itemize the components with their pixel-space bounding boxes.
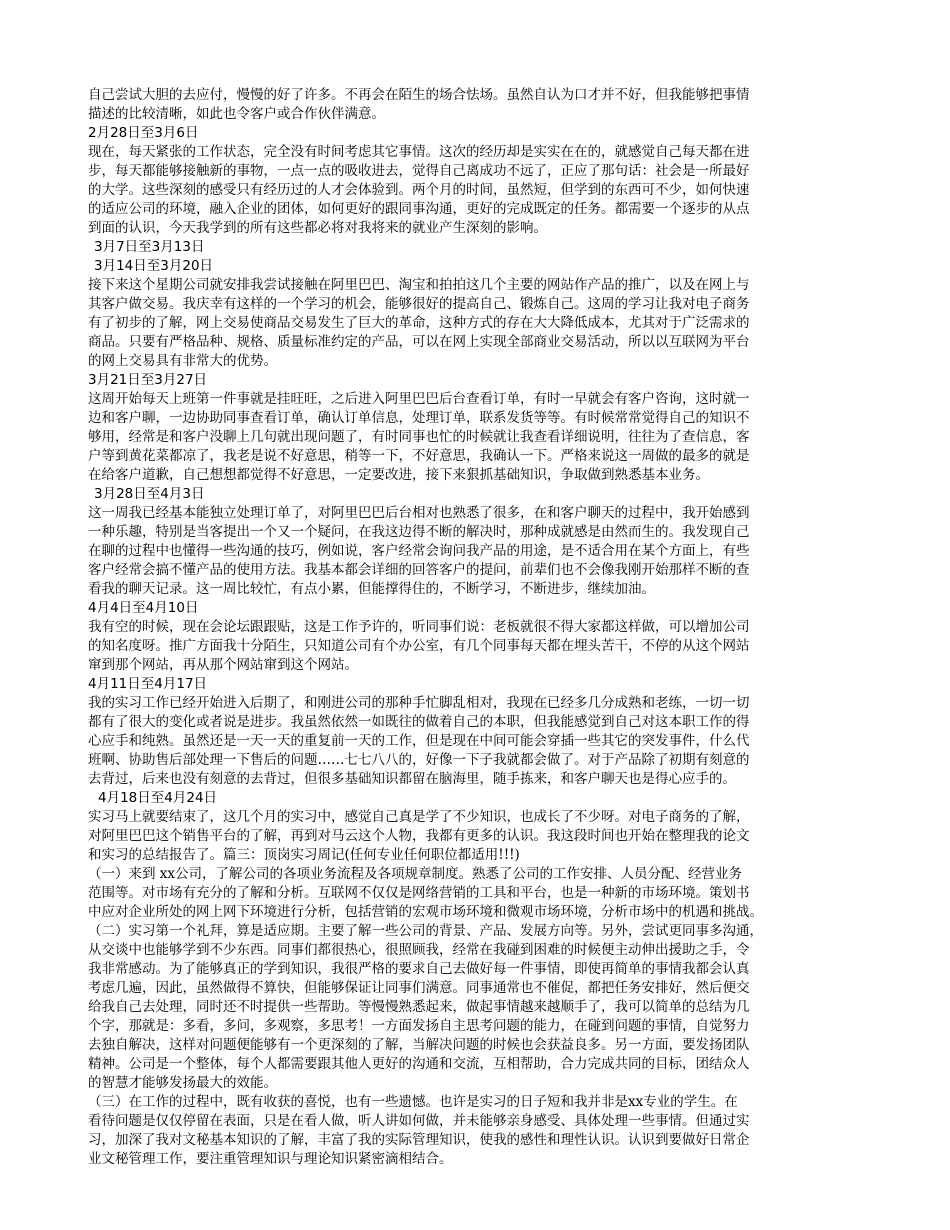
text-line: 步，每天都能够接触新的事物，一点一点的吸收进去，觉得自己离成功不远了，正应了那句话：社会是一所最好 [88, 163, 750, 179]
text-line: 这周开始每天上班第一件事就是挂旺旺，之后进入阿里巴巴后台查看订单，有时一早就会有客户咨询，这时就一 [88, 391, 750, 407]
date-heading: 3月21日至3月27日 [88, 372, 208, 388]
text-line: 精神。公司是一个整体，每个人都需要跟其他人更好的沟通和交流，互相帮助，合力完成共同的目标，团结众人 [88, 1056, 750, 1072]
date-heading: 3月7日至3月13日 [94, 239, 205, 255]
date-heading: 4月11日至4月17日 [88, 676, 208, 692]
text-line: 和实习的总结报告了。篇三：顶岗实习周记(任何专业任何职位都适用!!!) [88, 847, 520, 863]
date-heading: 4月18日至4月24日 [98, 790, 218, 806]
text-line: 户等到黄花菜都凉了，我老是说不好意思，稍等一下，不好意思，我确认一下。严格来说这一周做的最多的就是 [88, 448, 750, 464]
text-line: 给我自己去处理，同时还不时提供一些帮助。等慢慢熟悉起来，做起事情越来越顺手了，我可以简单的总结为几 [88, 999, 750, 1015]
date-heading: 3月28日至4月3日 [94, 486, 205, 502]
text-line: （一）来到 xx公司，了解公司的各项业务流程及各项规章制度。熟悉了公司的工作安排、人员分配、经营业务 [88, 866, 743, 882]
text-line: 边和客户聊，一边协助同事查看订单，确认订单信息，处理订单，联系发货等等。有时候常常觉得自己的知识不 [88, 410, 750, 426]
text-line: 看待问题是仅仅停留在表面，只是在看人做，听人讲如何做，并未能够亲身感受、具体处理一些事情。但通过实 [88, 1113, 750, 1129]
document-body [88, 86, 862, 1169]
text-line: 我有空的时候，现在会论坛跟跟贴，这是工作予许的，听同事们说：老板就很不得大家都这样做，可以增加公司 [88, 619, 750, 635]
text-line: 的知名度呀。推广方面我十分陌生，只知道公司有个办公室，有几个同事每天都在埋头苦干，不停的从这个网站 [88, 638, 750, 654]
text-line: 客户经常会搞不懂产品的使用方法。我基本都会详细的回答客户的提问，前辈们也不会像我刚开始那样不断的查 [88, 562, 750, 578]
text-line: 接下来这个星期公司就安排我尝试接触在阿里巴巴、淘宝和拍拍这几个主要的网站作产品的推广，以及在网上与 [88, 277, 750, 293]
text-line: （三）在工作的过程中，既有收获的喜悦，也有一些遗憾。也许是实习的日子短和我并非是xx专业的学生。在 [88, 1094, 738, 1110]
text-line: 一种乐趣，特别是当客提出一个又一个疑问，在我这边得不断的解决时，那种成就感是由然而生的。我发现自己 [88, 524, 750, 540]
text-line: 的智慧才能够发扬最大的效能。 [88, 1075, 277, 1091]
text-line: 都有了很大的变化或者说是进步。我虽然依然一如既往的做着自己的本职，但我能感觉到自己对这本职工作的得 [88, 714, 750, 730]
text-line: 的网上交易具有非常大的优势。 [88, 353, 277, 369]
text-line: 我非常感动。为了能够真正的学到知识，我很严格的要求自己去做好每一件事情，即使再简单的事情我都会认真 [88, 961, 750, 977]
text-line: 商品。只要有严格品种、规格、质量标准约定的产品，可以在网上实现全部商业交易活动，所以以互联网为平台 [88, 334, 750, 350]
text-line: 中应对企业所处的网上网下环境进行分析，包括营销的宏观市场环境和微观市场环境，分析市场中的机遇和挑战。 [88, 904, 763, 920]
text-line: （二）实习第一个礼拜，算是适应期。主要了解一些公司的背景、产品、发展方向等。另外，尝试更同事多沟通， [88, 923, 763, 939]
text-line: 个字，那就是：多看，多问，多观察，多思考！一方面发扬自主思考问题的能力，在碰到问题的事情，自觉努力 [88, 1018, 750, 1034]
text-line: 的适应公司的环境，融入企业的团体，如何更好的跟同事沟通，更好的完成既定的任务。都需要一个逐步的从点 [88, 201, 750, 217]
date-heading: 2月28日至3月6日 [88, 125, 199, 141]
text-line: 班啊、协助售后部处理一下售后的问题……七七八八的，好像一下子我就都会做了。对于产品除了初期有刻意的 [88, 752, 750, 768]
text-line: 去独自解决，这样对问题便能够有一个更深刻的了解，当解决问题的时候也会获益良多。另一方面，要发扬团队 [88, 1037, 750, 1053]
text-line: 看我的聊天记录。这一周比较忙，有点小累，但能撑得住的，不断学习，不断进步，继续加油。 [88, 581, 655, 597]
date-heading: 4月4日至4月10日 [88, 600, 199, 616]
text-line: 其客户做交易。我庆幸有这样的一个学习的机会，能够很好的提高自己、锻炼自己。这周的学习让我对电子商务 [88, 296, 750, 312]
text-line: 对阿里巴巴这个销售平台的了解，再到对马云这个人物，我都有更多的认识。我这段时间也开始在整理我的论文 [88, 828, 750, 844]
text-line: 现在，每天紧张的工作状态，完全没有时间考虑其它事情。这次的经历却是实实在在的，就感觉自己每天都在进 [88, 144, 750, 160]
text-line: 去背过，后来也没有刻意的去背过，但很多基础知识都留在脑海里，随手拣来，和客户聊天也是得心应手的。 [88, 771, 736, 787]
text-line: 在聊的过程中也懂得一些沟通的技巧，例如说，客户经常会询问我产品的用途，是不适合用在某个方面上，有些 [88, 543, 750, 559]
text-line: 从交谈中也能够学到不少东西。同事们都很热心，很照顾我，经常在我碰到困难的时候便主动伸出援助之手，令 [88, 942, 750, 958]
text-line: 业文秘管理工作，要注重管理知识与理论知识紧密滴相结合。 [88, 1151, 453, 1167]
text-line: 范围等。对市场有充分的了解和分析。互联网不仅仅是网络营销的工具和平台，也是一种新的市场环境。策划书 [88, 885, 750, 901]
text-line: 够用，经常是和客户没聊上几句就出现问题了，有时同事也忙的时候就让我查看详细说明，往往为了查信息，客 [88, 429, 750, 445]
text-line: 考虑几遍，因此，虽然做得不算快，但能够保证让同事们满意。同事通常也不催促，都把任务安排好，然后便交 [88, 980, 750, 996]
text-line: 描述的比较清晰，如此也令客户或合作伙伴满意。 [88, 106, 385, 122]
text-line: 有了初步的了解，网上交易使商品交易发生了巨大的革命，这种方式的存在大大降低成本，尤其对于广泛需求的 [88, 315, 750, 331]
text-line: 心应手和纯熟。虽然还是一天一天的重复前一天的工作，但是现在中间可能会穿插一些其它的突发事件，什么代 [88, 733, 750, 749]
text-line: 我的实习工作已经开始进入后期了，和刚进公司的那种手忙脚乱相对，我现在已经多几分成熟和老练，一切一切 [88, 695, 750, 711]
date-heading: 3月14日至3月20日 [94, 258, 214, 274]
text-line: 到面的认识，今天我学到的所有这些都必将对我将来的就业产生深刻的影响。 [88, 220, 547, 236]
text-line: 习，加深了我对文秘基本知识的了解，丰富了我的实际管理知识，使我的感性和理性认识。认识到要做好日常企 [88, 1132, 750, 1148]
text-line: 窜到那个网站，再从那个网站窜到这个网站。 [88, 657, 358, 673]
text-line: 在给客户道歉，自己想想都觉得不好意思，一定要改进，接下来狠抓基础知识，争取做到熟悉基本业务。 [88, 467, 709, 483]
text-line: 自己尝试大胆的去应付，慢慢的好了许多。不再会在陌生的场合怯场。虽然自认为口才并不好，但我能够把事情 [88, 87, 750, 103]
text-line: 这一周我已经基本能独立处理订单了，对阿里巴巴后台相对也熟悉了很多，在和客户聊天的过程中，我开始感到 [88, 505, 750, 521]
text-line: 的大学。这些深刻的感受只有经历过的人才会体验到。两个月的时间，虽然短，但学到的东西可不少，如何快速 [88, 182, 750, 198]
text-line: 实习马上就要结束了，这几个月的实习中，感觉自己真是学了不少知识，也成长了不少呀。对电子商务的了解， [88, 809, 750, 825]
